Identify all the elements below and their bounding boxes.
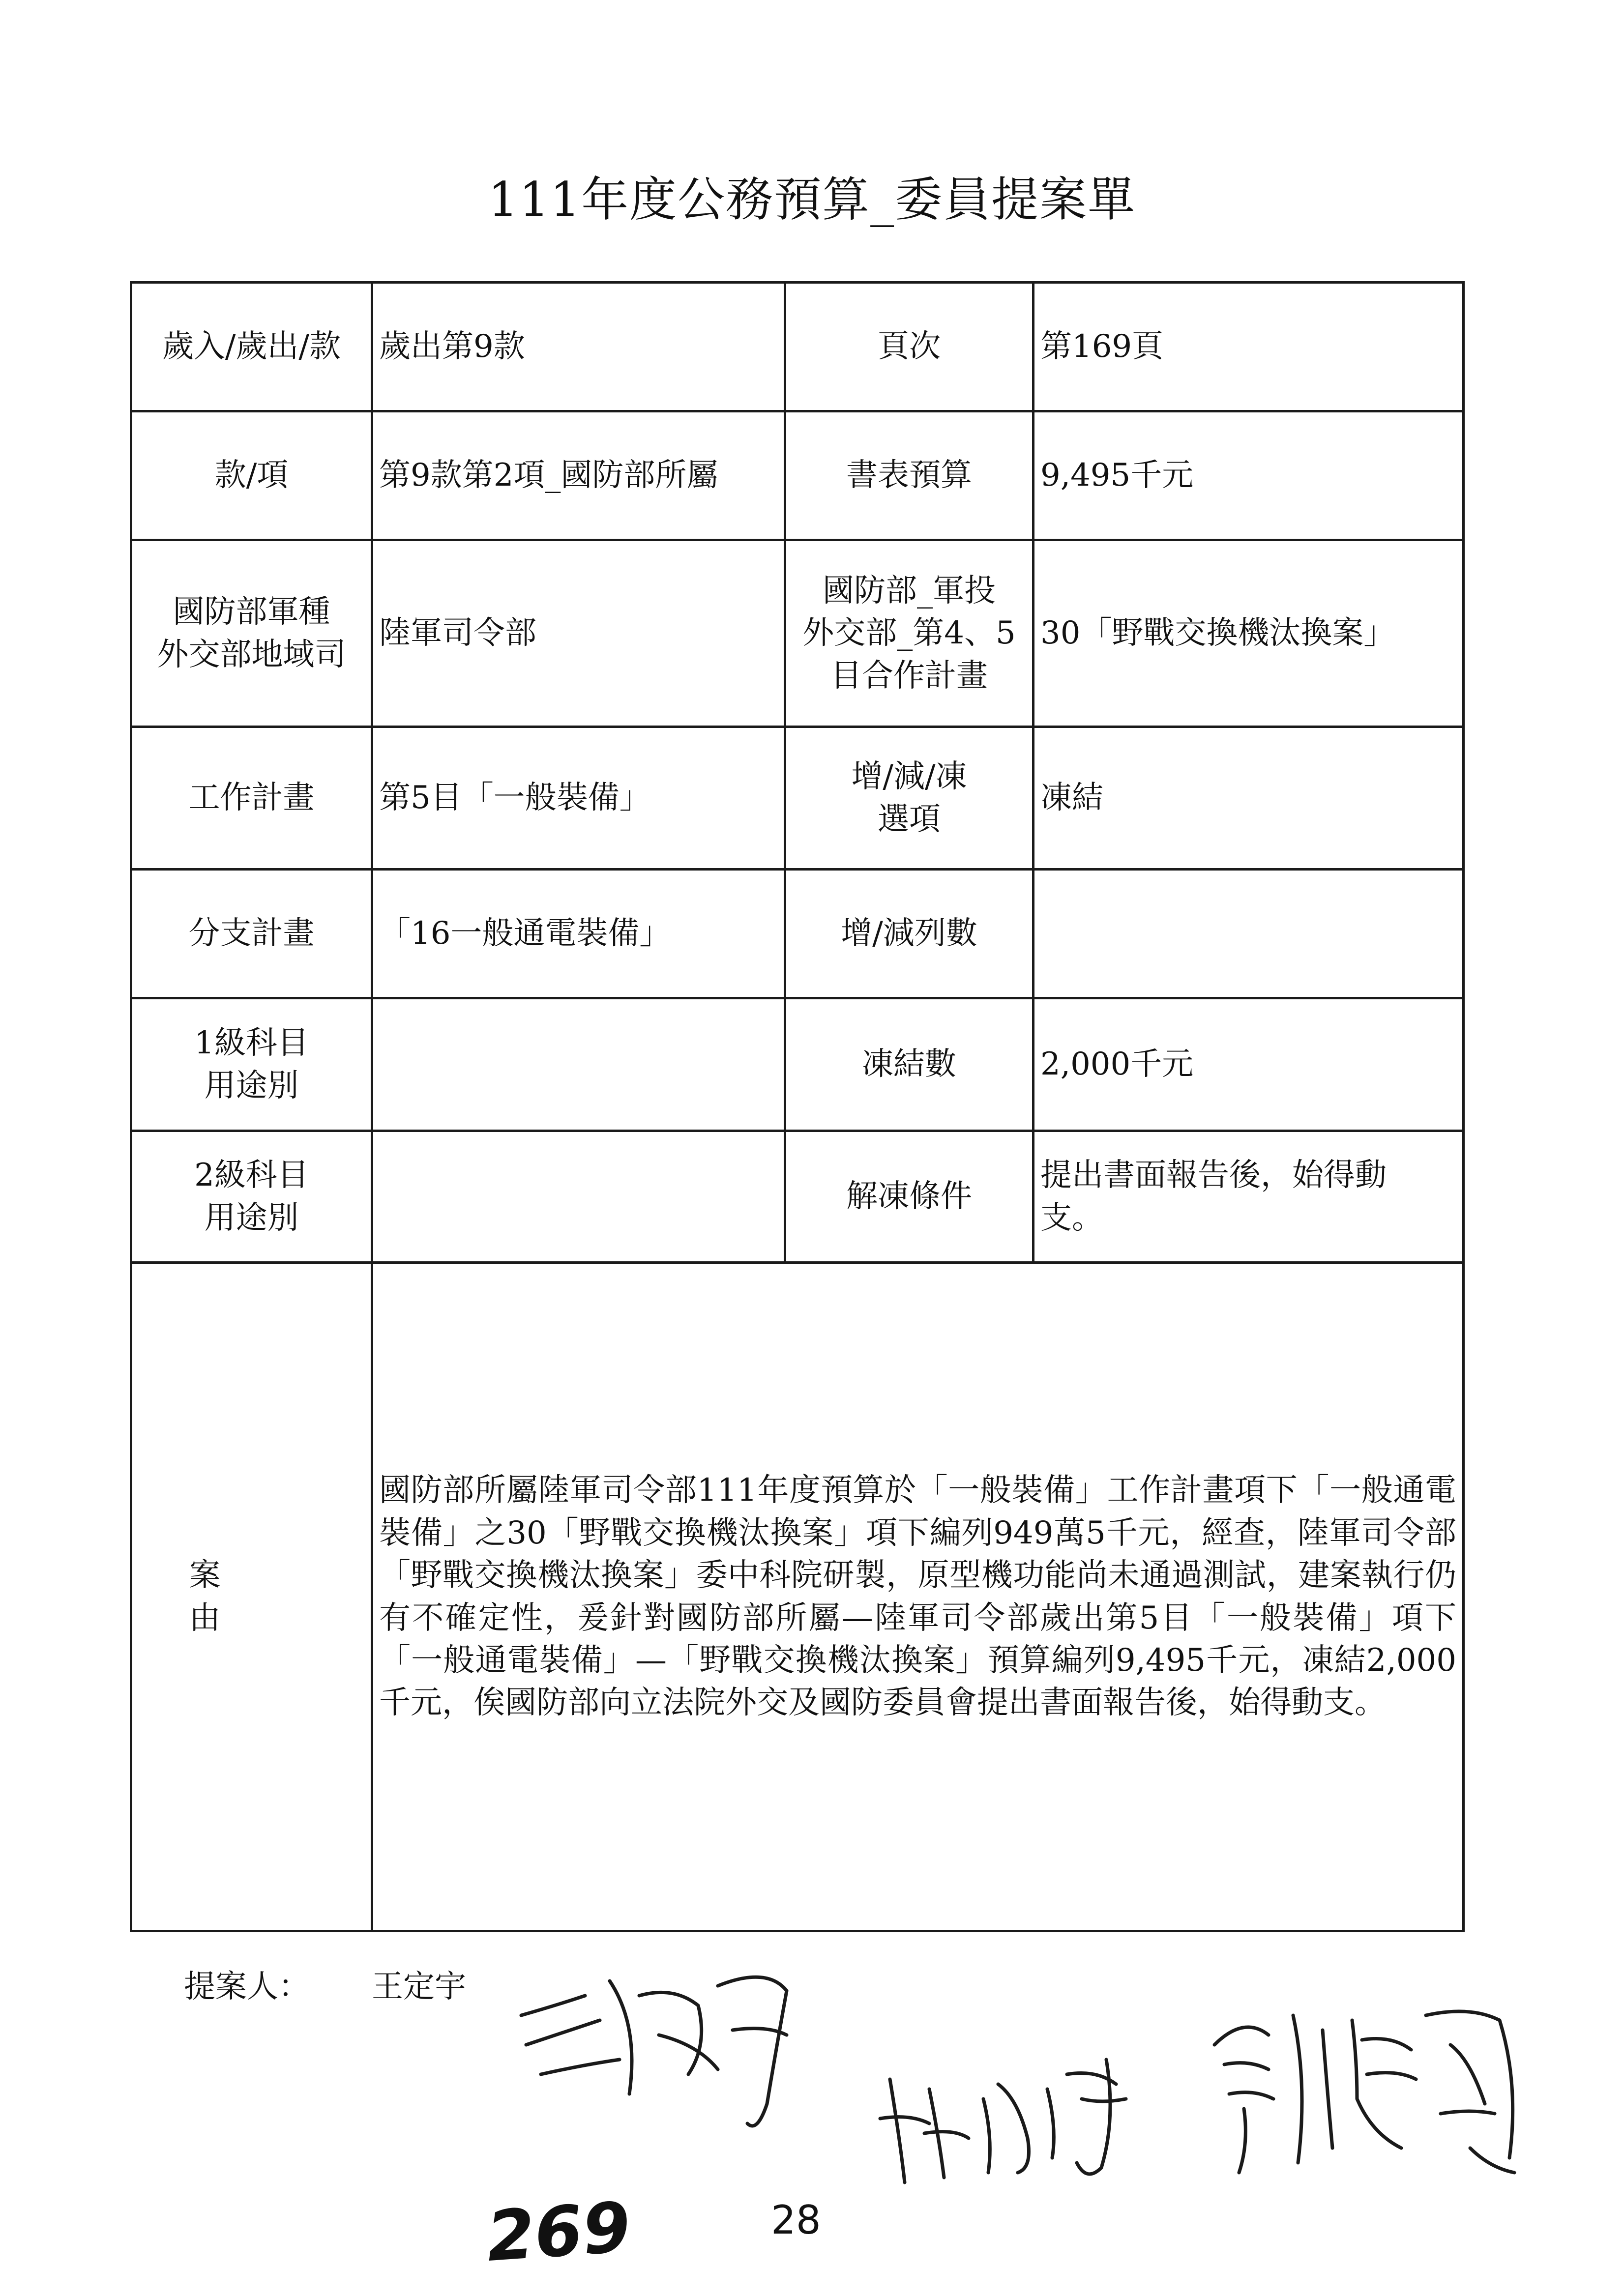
signature-3 [1195, 1986, 1568, 2192]
form-cell-value-right: 第169頁 [1033, 283, 1464, 411]
handwritten-number: 269 [484, 2187, 633, 2277]
reason-label: 案由 [131, 1263, 372, 1931]
form-row [131, 727, 1464, 870]
form-cell-label-right: 解凍條件 [785, 1131, 1033, 1263]
form-cell-value-left [372, 998, 785, 1131]
form-cell-value-right: 9,495千元 [1033, 411, 1464, 540]
proposer-label: 提案人： [184, 1969, 310, 2005]
form-cell-label-left: 分支計畫 [131, 870, 372, 998]
form-row [131, 540, 1464, 727]
form-row [131, 998, 1464, 1131]
form-cell-value-left: 陸軍司令部 [372, 540, 785, 727]
form-cell-label-right: 書表預算 [785, 411, 1033, 540]
reason-text: 國防部所屬陸軍司令部111年度預算於「一般裝備」工作計畫項下「一般通電裝備」之30「野戰交換機汰換案」項下編列949萬5千元，經查，陸軍司令部「野戰交換機汰換案」委中科院研製，原型機功能尚未通過測試，建案執行仍有不確定性，爰針對國防部所屬—陸軍司令部歲出第5目「一般裝備」項下「一般通電裝備」—「野戰交換機汰換案」預算編列9,495千元，凍結2,000千元，俟國防部向立法院外交及國防委員會提出書面報告後，始得動支。 [372, 1263, 1464, 1931]
form-cell-label-right: 凍結數 [785, 998, 1033, 1131]
form-cell-value-right [1033, 870, 1464, 998]
form-cell-value-left: 第9款第2項_國防部所屬 [372, 411, 785, 540]
form-cell-value-right: 凍結 [1033, 727, 1464, 870]
form-row-reason [131, 1263, 1464, 1931]
form-cell-value-left: 「16一般通電裝備」 [372, 870, 785, 998]
proposer-name: 王定宇 [372, 1969, 466, 2005]
form-cell-value-right: 30「野戰交換機汰換案」 [1033, 540, 1464, 727]
page-title: 111年度公務預算_委員提案單 [488, 172, 1136, 227]
proposal-form-table [130, 281, 1465, 1932]
form-cell-label-right: 增/減列數 [785, 870, 1033, 998]
form-cell-label-right: 增/減/凍 選項 [785, 727, 1033, 870]
form-cell-value-left: 第5目「一般裝備」 [372, 727, 785, 870]
form-cell-value-left [372, 1131, 785, 1263]
signature-2 [870, 2040, 1185, 2197]
form-cell-label-left: 2級科目 用途別 [131, 1131, 372, 1263]
form-cell-value-left: 歲出第9款 [372, 283, 785, 411]
form-cell-label-left: 國防部軍種 外交部地域司 [131, 540, 372, 727]
form-cell-value-right: 提出書面報告後，始得動 支。 [1033, 1131, 1464, 1263]
form-cell-label-left: 款/項 [131, 411, 372, 540]
form-row [131, 283, 1464, 411]
signature-1 [511, 1947, 816, 2153]
form-cell-label-left: 1級科目 用途別 [131, 998, 372, 1131]
form-row [131, 411, 1464, 540]
form-row [131, 1131, 1464, 1263]
form-cell-value-right: 2,000千元 [1033, 998, 1464, 1131]
form-cell-label-right: 國防部_軍投 外交部_第4、5 目合作計畫 [785, 540, 1033, 727]
form-cell-label-left: 歲入/歲出/款 [131, 283, 372, 411]
form-cell-label-left: 工作計畫 [131, 727, 372, 870]
form-cell-label-right: 頁次 [785, 283, 1033, 411]
form-row [131, 870, 1464, 998]
page-number: 28 [771, 2197, 821, 2243]
